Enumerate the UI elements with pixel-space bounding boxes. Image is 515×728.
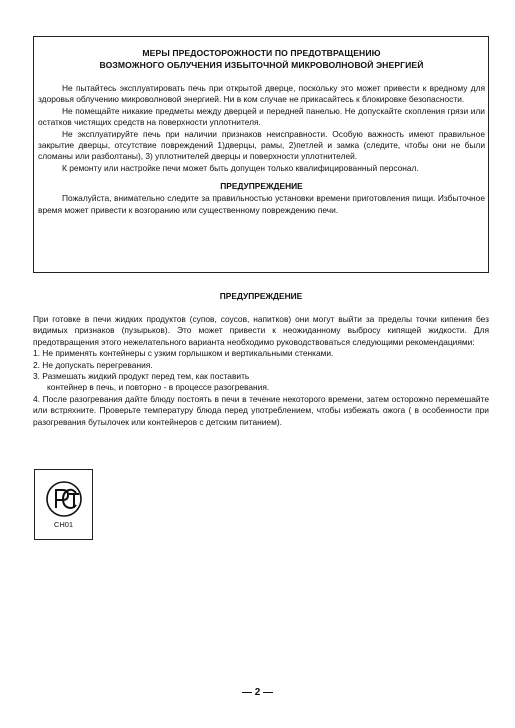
recommendation-1: 1. Не применять контейнеры с узким горлышком и вертикальными стенками. xyxy=(33,348,334,359)
safety-title xyxy=(38,47,485,71)
boiling-liquid-warning xyxy=(33,291,489,428)
precaution-paragraph-3: Не эксплуатируйте печь при наличии признаков неисправности. Особую важность имеют правильное закрытие дверцы, отсутствие повреждений 1)дверцы, рамы, 2)петлей и замка (следите, чтобы они не были сломаны или разболтаны), 3) уплотнителей дверцы и поверхности уплотнителей. xyxy=(38,128,485,162)
recommendation-2: 2. Не допускать перегревания. xyxy=(33,359,153,370)
safety-title-line-2: ВОЗМОЖНОГО ОБЛУЧЕНИЯ ИЗБЫТОЧНОЙ МИКРОВОЛНОВОЙ ЭНЕРГИЕЙ xyxy=(99,60,424,70)
page-number: — 2 — xyxy=(241,687,274,698)
recommendation-3: 3. Размешать жидкий продукт перед тем, как поставить xyxy=(33,371,250,382)
precaution-paragraph-2: Не помещайте никакие предметы между дверцей и передней панелью. Не допускайте скопления грязи или остатков чистящих средств на поверхности уплотнителя. xyxy=(38,105,485,128)
safety-title-line-1: МЕРЫ ПРЕДОСТОРОЖНОСТИ ПО ПРЕДОТВРАЩЕНИЮ xyxy=(142,48,381,58)
precaution-paragraph-1: Не пытайтесь эксплуатировать печь при открытой дверце, поскольку это может привести к вредному для здоровья облучению микроволновой энергией. Ни в ком случае не прикасайтесь к блокировке безопасности. xyxy=(38,83,485,105)
rst-certification-icon xyxy=(42,480,86,518)
recommendation-4: 4. После разогревания дайте блюду постоять в печи в течение некоторого времени, затем осторожно перемешайте или встряхните. Проверьте температуру блюда перед употреблением, чтобы избежать ожога ( в особенности при разогревания бутылочек или контейнеров с детским питанием). xyxy=(33,393,489,427)
box-warning-text: Пожалуйста, внимательно следите за правильностью установки времени приготовления пищи. Избыточное время может привести к возгоранию или существенному повреждению печи. xyxy=(38,193,485,215)
warning-heading: ПРЕДУПРЕЖДЕНИЕ xyxy=(219,291,303,301)
certification-code: CH01 xyxy=(53,520,74,529)
certification-mark xyxy=(34,469,93,540)
box-warning-heading: ПРЕДУПРЕЖДЕНИЕ xyxy=(220,181,303,192)
warning-intro: При готовке в печи жидких продуктов (супов, соусов, напитков) они могут выйти за пределы точки кипения без видимых признаков (пузырьков). Это может привести к неожиданному выбросу кипящей жидкости. Для предотвращения этого нежелательного варианта необходимо руководствоваться следующими рекомендациями: xyxy=(33,314,489,347)
precaution-paragraph-4: К ремонту или настройке печи может быть допущен только квалифицированный персонал. xyxy=(62,162,419,173)
safety-precautions-box xyxy=(33,36,489,273)
recommendation-3-continued: контейнер в печь, и повторно - в процессе разогревания. xyxy=(47,382,270,393)
